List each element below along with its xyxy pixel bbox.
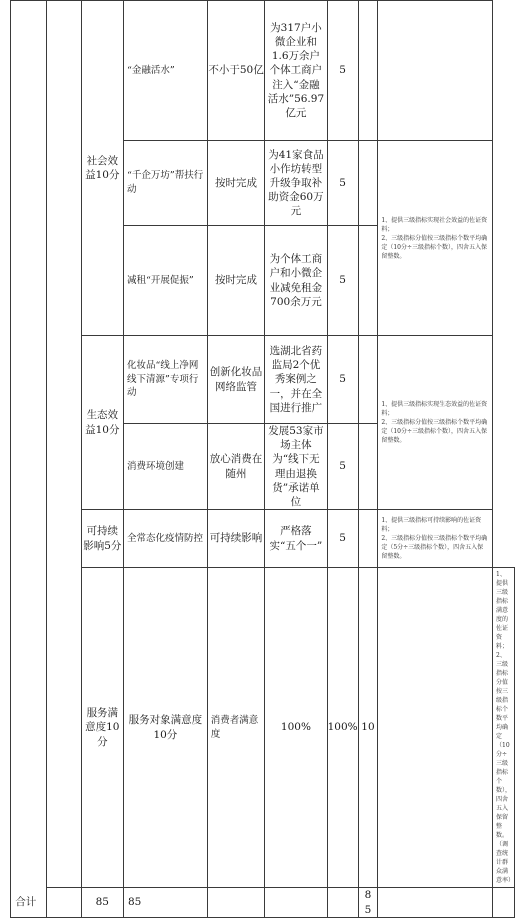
score-cell: 5	[327, 510, 358, 568]
table-row	[11, 1, 515, 141]
standard-cell: 按时完成	[207, 226, 265, 336]
blank-cell	[358, 510, 378, 568]
table-row	[11, 510, 515, 568]
result-cell: 选湖北省药监局2个优秀案例之一，并在全国进行推广	[265, 336, 327, 424]
result-cell: 为41家食品小作坊转型升级争取补助资金60万元	[265, 141, 327, 226]
note-cell	[378, 1, 493, 141]
blank-cell	[493, 888, 515, 918]
result-cell: 100%	[327, 568, 358, 888]
total-label: 合计	[8, 888, 43, 918]
blank-cell	[358, 141, 378, 226]
indicator-cell: 消费者满意度	[207, 568, 265, 888]
result-cell: 发展53家市场主体为“线下无理由退换货”承诺单位	[265, 424, 327, 510]
indicator-cell: 减租“开展促振”	[124, 226, 208, 336]
note-line: 1、提供三级指标可持续影响的佐证资料；	[381, 517, 482, 534]
performance-table	[10, 0, 515, 918]
indicator-cell: “千企万坊”帮扶行动	[124, 141, 208, 226]
score-cell: 5	[327, 226, 358, 336]
blank-cell	[378, 568, 493, 888]
blank-cell	[358, 336, 378, 424]
blank-cell	[265, 888, 327, 918]
blank-cell	[358, 226, 378, 336]
indicator-cell: 消费环境创建	[124, 424, 208, 510]
score-cell: 5	[327, 1, 358, 141]
table-row	[11, 336, 515, 424]
indicator-cell: 全常态化疫情防控	[124, 510, 208, 568]
note-line: （调查统计群众满意率）	[496, 841, 515, 885]
standard-cell: 100%	[265, 568, 327, 888]
standard-cell: 不小于50亿	[207, 1, 265, 141]
blank-cell	[46, 1, 81, 888]
result-cell: 为317户小微企业和1.6万余户个体工商户注入“金融活水”56.97亿元	[265, 1, 327, 141]
indicator-cell: 化妆品“线上净网线下清源”专项行动	[124, 336, 208, 424]
score-cell: 5	[327, 141, 358, 226]
score-cell: 5	[327, 336, 358, 424]
total-value-b: 85	[124, 888, 208, 918]
note-social	[378, 141, 493, 336]
note-eco	[378, 336, 493, 510]
note-line: 1、提供三级指标实现生态效益的佐证资料；	[381, 401, 488, 418]
note-line: 2、三级指标分值按三级指标个数平均确定（10分÷三级指标个数），四舍五入保留整数。	[381, 234, 488, 260]
score-cell: 10	[358, 568, 378, 888]
standard-cell: 创新化妆品网络监管	[207, 336, 265, 424]
result-cell: 为个体工商户和小微企业减免租金700余万元	[265, 226, 327, 336]
blank-cell	[358, 1, 378, 141]
category-eco: 生态效益10分	[81, 336, 123, 510]
total-score-top: 8	[364, 889, 372, 902]
note-service	[493, 568, 515, 888]
note-line: 2、三级指标分值按三级指标个数平均确定（10分÷三级指标个数），四舍五入保留整数。	[496, 652, 512, 840]
left-blank-cell	[11, 1, 47, 918]
blank-cell	[327, 888, 358, 918]
standard-cell: 可持续影响	[207, 510, 265, 568]
category-service-level2: 服务对象满意度10分	[124, 568, 208, 888]
note-line: 1、提供三级指标满意度的佐证资料；	[496, 571, 509, 651]
standard-cell: 按时完成	[207, 141, 265, 226]
note-line: 2、三级指标分值按三级指标个数平均确定（5分÷三级指标个数），四舍五入保留整数。	[381, 535, 488, 561]
table-row	[11, 568, 515, 888]
note-line: 1、提供三级指标实现社会效益的佐证资料；	[381, 216, 488, 233]
standard-cell: 放心消费在随州	[207, 424, 265, 510]
total-score-cell	[358, 888, 378, 918]
category-service-level1: 服务满意度10分	[81, 568, 123, 888]
score-cell: 5	[327, 424, 358, 510]
result-cell: 严格落实“五个一”	[265, 510, 327, 568]
blank-cell	[358, 424, 378, 510]
total-score-bottom: 5	[364, 903, 372, 916]
blank-cell	[378, 888, 493, 918]
note-line: 2、三级指标分值按三级指标个数平均确定（10分÷三级指标个数），四舍五入保留整数。	[381, 419, 488, 445]
note-sustain	[378, 510, 493, 568]
category-social: 社会效益10分	[81, 1, 123, 336]
category-sustain: 可持续影响5分	[81, 510, 123, 568]
total-row	[11, 888, 515, 918]
indicator-cell: “金融活水”	[124, 1, 208, 141]
blank-cell	[207, 888, 265, 918]
total-value-a: 85	[81, 888, 123, 918]
